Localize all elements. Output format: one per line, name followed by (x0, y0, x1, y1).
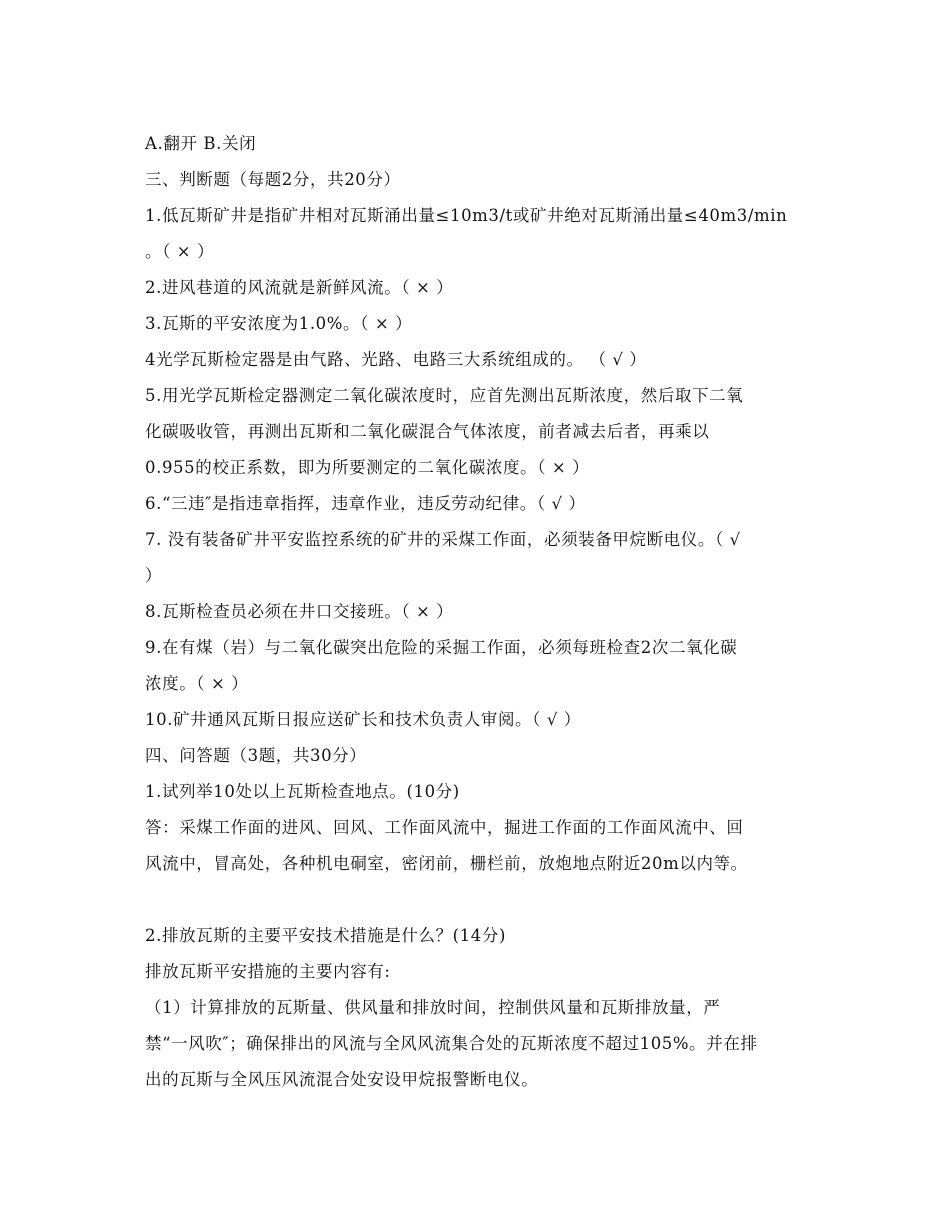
question-3: 3.瓦斯的平安浓度为1.0%。（ × ） (145, 314, 413, 333)
qa-answer-1-line-1: 答：采煤工作面的进风、回风、工作面风流中，掘进工作面的工作面风流中、回 (145, 818, 744, 837)
question-5-line-2: 化碳吸收管，再测出瓦斯和二氧化碳混合气体浓度，前者减去后者，再乘以 (145, 422, 710, 441)
question-1-line-2: 。（ × ） (145, 242, 215, 261)
question-10: 10.矿井通风瓦斯日报应送矿长和技术负责人审阅。（ √ ） (145, 710, 581, 729)
qa-answer-1-line-2: 风流中，冒高处，各种机电硐室，密闭前，栅栏前，放炮地点附近20m以内等。 (145, 854, 748, 873)
section-heading-qa: 四、问答题（3题，共30分） (145, 746, 367, 765)
question-7-line-2: ） (145, 566, 163, 585)
question-9-line-1: 9.在有煤（岩）与二氧化碳突出危险的采掘工作面，必须每班检查2次二氧化碳 (145, 638, 738, 657)
question-5-line-1: 5.用光学瓦斯检定器测定二氧化碳浓度时，应首先测出瓦斯浓度，然后取下二氧 (145, 386, 744, 405)
question-4: 4光学瓦斯检定器是由气路、光路、电路三大系统组成的。 （ √ ） (145, 350, 647, 369)
qa-answer-2-item-1-line-1: （1）计算排放的瓦斯量、供风量和排放时间，控制供风量和瓦斯排放量，严 (145, 998, 721, 1017)
question-8: 8.瓦斯检查员必须在井口交接班。（ × ） (145, 602, 454, 621)
question-5-line-3: 0.955的校正系数，即为所要测定的二氧化碳浓度。（ × ） (145, 458, 590, 477)
question-9-line-2: 浓度。（ × ） (145, 674, 249, 693)
qa-question-1: 1.试列举10处以上瓦斯检查地点。(10分) (145, 782, 460, 801)
section-heading-true-false: 三、判断题（每题2分，共20分） (145, 170, 401, 189)
question-6: 6.“三违″是指违章指挥，违章作业，违反劳动纪律。（ √ ） (145, 494, 586, 513)
qa-answer-2-intro: 排放瓦斯平安措施的主要内容有: (145, 962, 391, 981)
question-7-line-1: 7. 没有装备矿井平安监控系统的矿井的采煤工作面，必须装备甲烷断电仪。（ √ (145, 530, 741, 549)
qa-question-2: 2.排放瓦斯的主要平安技术措施是什么？(14分) (145, 926, 507, 945)
qa-answer-2-item-1-line-2: 禁“一风吹″；确保排出的风流与全风风流集合处的瓦斯浓度不超过105%。并在排 (145, 1034, 758, 1053)
option-line: A.翻开 B.关闭 (145, 134, 257, 153)
qa-answer-2-item-1-line-3: 出的瓦斯与全风压风流混合处安设甲烷报警断电仪。 (145, 1070, 539, 1089)
question-2: 2.进风巷道的风流就是新鲜风流。（ × ） (145, 278, 454, 297)
question-1-line-1: 1.低瓦斯矿井是指矿井相对瓦斯涌出量≤10m3/t或矿井绝对瓦斯涌出量≤40m3/min (145, 206, 788, 225)
